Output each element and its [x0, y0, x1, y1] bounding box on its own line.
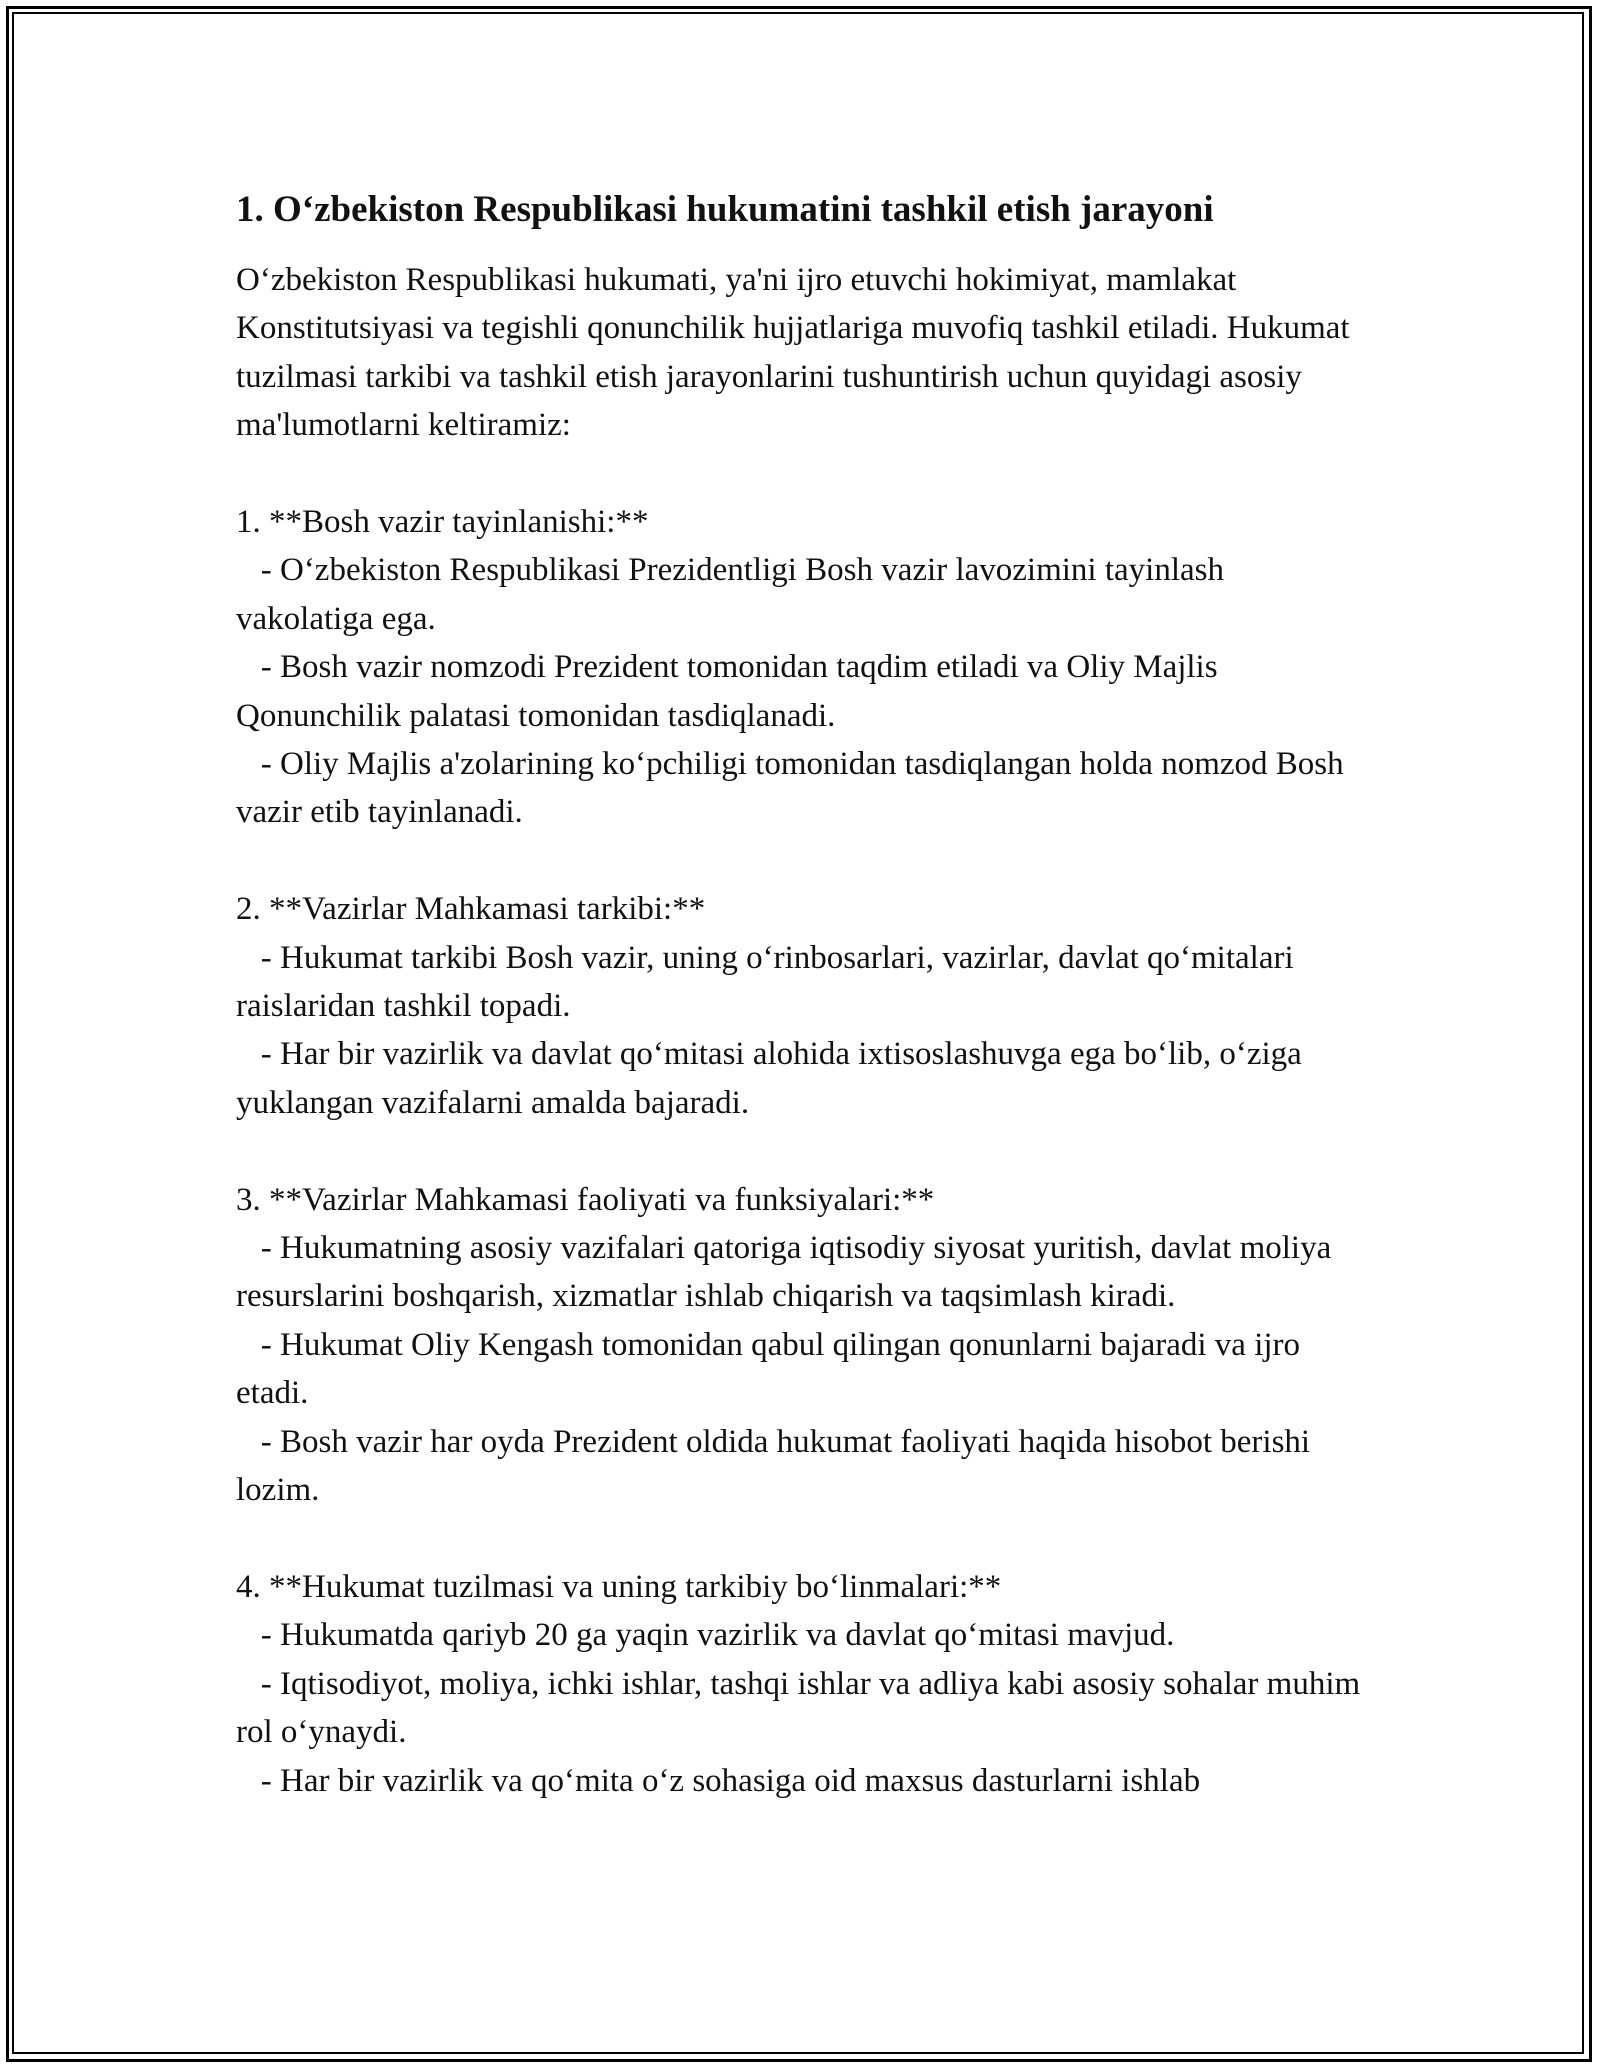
list-item: - Har bir vazirlik va qo‘mita o‘z sohasiga oid maxsus dasturlarni ishlab [236, 1762, 1201, 1799]
section-1 [236, 498, 1366, 837]
list-item: - Oliy Majlis a'zolarining ko‘pchiligi tomonidan tasdiqlangan holda nomzod Bosh vazir etib tayinlanadi. [236, 746, 1352, 831]
section-3 [236, 1176, 1366, 1515]
list-item: - Bosh vazir har oyda Prezident oldida hukumat faoliyati haqida hisobot berishi lozim. [236, 1423, 1319, 1509]
list-item: - Hukumat Oliy Kengash tomonidan qabul qilingan qonunlarni bajaradi va ijro etadi. [236, 1326, 1309, 1412]
document-title: 1. O‘zbekiston Respublikasi hukumatini tashkil etish jarayoni [236, 189, 1214, 230]
list-item: - Hukumat tarkibi Bosh vazir, uning o‘rinbosarlari, vazirlar, davlat qo‘mitalari raislaridan tashkil topadi. [236, 939, 1302, 1025]
section-heading: 4. **Hukumat tuzilmasi va uning tarkibiy bo‘linmalari:** [236, 1568, 1002, 1605]
section-4 [236, 1563, 1369, 1805]
list-item: - Bosh vazir nomzodi Prezident tomonidan taqdim etiladi va Oliy Majlis Qonunchilik palatasi tomonidan tasdiqlanadi. [236, 649, 1226, 734]
section-heading: 3. **Vazirlar Mahkamasi faoliyati va funksiyalari:** [236, 1181, 935, 1218]
section-2 [236, 885, 1366, 1127]
list-item: - Hukumatda qariyb 20 ga yaqin vazirlik va davlat qo‘mitasi mavjud. [236, 1617, 1175, 1654]
list-item: - O‘zbekiston Respublikasi Prezidentligi Bosh vazir lavozimini tayinlash vakolatiga ega. [236, 552, 1233, 637]
list-item: - Har bir vazirlik va davlat qo‘mitasi alohida ixtisoslashuvga ega bo‘lib, o‘ziga yuklangan vazifalarni amalda bajaradi. [236, 1036, 1311, 1121]
list-item: - Iqtisodiyot, moliya, ichki ishlar, tashqi ishlar va adliya kabi asosiy sohalar muhim rol o‘ynaydi. [236, 1665, 1369, 1751]
section-heading: 1. **Bosh vazir tayinlanishi:** [236, 504, 649, 541]
intro-paragraph: O‘zbekiston Respublikasi hukumati, ya'ni ijro etuvchi hokimiyat, mamlakat Konstitutsiyasi va tegishli qonunchilik hujjatlariga muvofiq tashkil etiladi. Hukumat tuzilmasi tarkibi va tashkil etish jarayonlarini tushuntirish uchun quyidagi asosiy ma'lumotlarni keltiramiz: [236, 262, 1350, 444]
list-item: - Hukumatning asosiy vazifalari qatoriga iqtisodiy siyosat yuritish, davlat moliya resurslarini boshqarish, xizmatlar ishlab chiqarish va taqsimlash kiradi. [236, 1230, 1340, 1315]
section-heading: 2. **Vazirlar Mahkamasi tarkibi:** [236, 891, 706, 928]
document-body [236, 186, 1369, 1805]
